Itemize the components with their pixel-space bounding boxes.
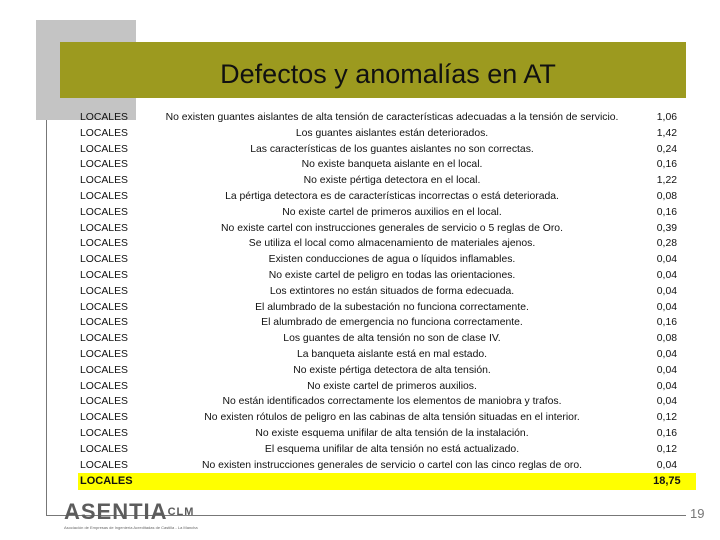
row-description: No existe pértiga detectora en el local. [303, 175, 481, 187]
row-value: 0,08 [656, 190, 678, 202]
logo-superscript: CLM [167, 506, 195, 518]
row-value: 0,04 [656, 301, 678, 313]
total-value: 18,75 [638, 473, 696, 490]
row-location: LOCALES [80, 348, 128, 360]
row-value: 1,06 [656, 112, 678, 123]
total-location: LOCALES [78, 473, 146, 490]
total-row [78, 473, 696, 490]
row-description: Existen conducciones de agua o líquidos inflamables. [268, 254, 516, 266]
row-description: No existe cartel de primeros auxilios. [307, 380, 477, 392]
row-description: No existe banqueta aislante en el local. [301, 159, 483, 171]
defects-table-body [78, 110, 696, 490]
left-divider [46, 120, 47, 516]
row-value: 0,28 [656, 238, 678, 250]
table-row [78, 189, 696, 205]
row-location: LOCALES [80, 238, 128, 250]
table-row [78, 252, 696, 268]
table-row [78, 221, 696, 237]
row-description: El alumbrado de la subestación no funciona correctamente. [255, 301, 529, 313]
row-location: LOCALES [80, 254, 128, 266]
row-value: 0,12 [656, 412, 678, 424]
row-location: LOCALES [80, 159, 128, 171]
row-value: 0,04 [656, 364, 678, 376]
row-description: No existe cartel con instrucciones generales de servicio o 5 reglas de Oro. [221, 222, 563, 234]
table-row [78, 268, 696, 284]
asentia-logo [64, 500, 198, 531]
row-value: 0,04 [656, 269, 678, 281]
row-location: LOCALES [80, 127, 128, 139]
table-row [78, 284, 696, 300]
row-value: 0,39 [656, 222, 678, 234]
row-location: LOCALES [80, 427, 128, 439]
row-description: No existe esquema unifilar de alta tensión de la instalación. [255, 427, 529, 439]
row-location: LOCALES [80, 412, 128, 424]
table-row [78, 363, 696, 379]
row-location: LOCALES [80, 380, 128, 392]
row-value: 0,04 [656, 285, 678, 297]
row-location: LOCALES [80, 333, 128, 345]
row-value: 1,22 [656, 175, 678, 187]
table-row [78, 157, 696, 173]
row-description: La pértiga detectora es de características incorrectas o está deteriorada. [225, 190, 559, 202]
row-location: LOCALES [80, 143, 128, 155]
row-description: La banqueta aislante está en mal estado. [296, 348, 488, 360]
table-row [78, 126, 696, 142]
table-row [78, 394, 696, 410]
row-description: No existe cartel de peligro en todas las orientaciones. [268, 269, 516, 281]
table-row [78, 331, 696, 347]
row-value: 0,08 [656, 333, 678, 345]
row-value: 0,04 [656, 396, 678, 408]
row-description: No existe pértiga detectora de alta tensión. [293, 364, 491, 376]
row-description: No existen rótulos de peligro en las cabinas de alta tensión situadas en el interior. [204, 412, 580, 424]
table-row [78, 442, 696, 458]
logo-name: ASENTIA [64, 499, 168, 524]
defects-table-container [78, 110, 696, 490]
row-value: 0,24 [656, 143, 678, 155]
row-location: LOCALES [80, 112, 128, 123]
table-row [78, 347, 696, 363]
defects-table [78, 110, 696, 490]
row-location: LOCALES [80, 222, 128, 234]
row-description: Los guantes de alta tensión no son de clase IV. [283, 333, 501, 345]
row-location: LOCALES [80, 301, 128, 313]
row-location: LOCALES [80, 317, 128, 329]
row-description: El alumbrado de emergencia no funciona correctamente. [261, 317, 523, 329]
row-description: Las características de los guantes aislantes no son correctas. [250, 143, 534, 155]
table-row [78, 458, 696, 474]
logo-wordmark [64, 500, 198, 524]
table-row [78, 300, 696, 316]
row-location: LOCALES [80, 459, 128, 471]
row-value: 0,16 [656, 317, 678, 329]
table-row [78, 426, 696, 442]
table-row [78, 315, 696, 331]
table-row [78, 142, 696, 158]
row-location: LOCALES [80, 443, 128, 455]
row-description: No existen guantes aislantes de alta tensión de características adecuadas a la tensión de servicio. [165, 112, 619, 123]
table-row [78, 236, 696, 252]
row-location: LOCALES [80, 175, 128, 187]
row-description: Los guantes aislantes están deteriorados. [295, 127, 489, 139]
table-row [78, 205, 696, 221]
table-row [78, 410, 696, 426]
row-location: LOCALES [80, 206, 128, 218]
row-location: LOCALES [80, 190, 128, 202]
row-location: LOCALES [80, 364, 128, 376]
row-value: 0,16 [656, 427, 678, 439]
row-value: 0,16 [656, 206, 678, 218]
row-description: No existen instrucciones generales de servicio o cartel con las cinco reglas de oro. [201, 459, 583, 471]
row-value: 1,42 [656, 127, 678, 139]
row-value: 0,04 [656, 380, 678, 392]
row-description: No existe cartel de primeros auxilios en el local. [282, 206, 502, 218]
row-value: 0,04 [656, 348, 678, 360]
total-spacer [146, 473, 638, 490]
table-row [78, 110, 696, 126]
row-location: LOCALES [80, 285, 128, 297]
row-description: No están identificados correctamente los elementos de maniobra y trafos. [222, 396, 562, 408]
page-title: Defectos y anomalías en AT [220, 59, 556, 89]
row-value: 0,04 [656, 254, 678, 266]
row-description: El esquema unifilar de alta tensión no está actualizado. [264, 443, 520, 455]
row-value: 0,16 [656, 159, 678, 171]
row-value: 0,12 [656, 443, 678, 455]
row-location: LOCALES [80, 269, 128, 281]
row-description: Se utiliza el local como almacenamiento de materiales ajenos. [248, 238, 536, 250]
page-number: 19 [690, 506, 705, 521]
row-description: Los extintores no están situados de forma edecuada. [269, 285, 515, 297]
table-row [78, 379, 696, 395]
row-value: 0,04 [656, 459, 678, 471]
row-location: LOCALES [80, 396, 128, 408]
table-row [78, 173, 696, 189]
logo-tagline: Asociación de Empresas de Ingeniería Acreditadas de Castilla - La Mancha [64, 525, 198, 530]
